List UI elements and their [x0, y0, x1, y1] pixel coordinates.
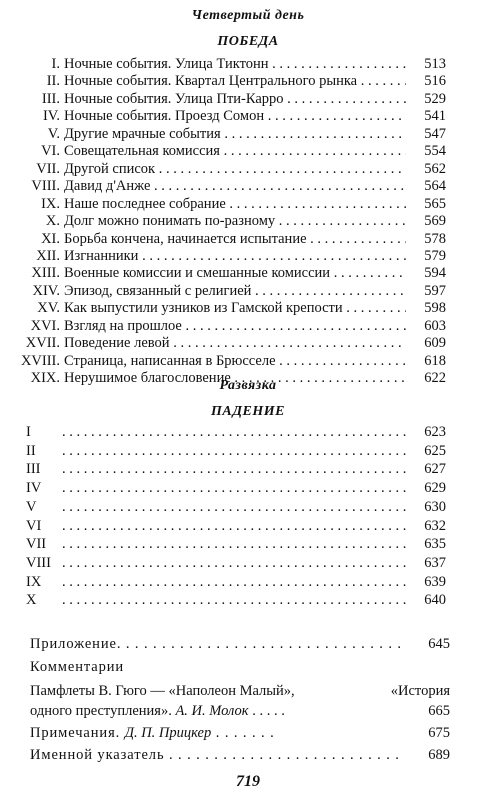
notes-row — [30, 723, 450, 743]
chapter-number: V. — [47, 125, 60, 142]
chapter-page: 541 — [424, 108, 446, 125]
index-title: Именной указатель . . . — [30, 745, 405, 765]
notes-title: Примечания. — [30, 725, 121, 741]
index-row — [30, 745, 450, 765]
chapter-page: 564 — [424, 178, 446, 195]
toc-entry — [0, 498, 496, 516]
leader-dots — [62, 442, 406, 460]
toc-entry — [0, 160, 496, 178]
chapter-title: Ночные события. Улица Пти-Карро . . . — [64, 90, 406, 108]
toc-entry — [0, 317, 496, 335]
chapter-page: 554 — [424, 143, 446, 160]
part1-heading: Четвертый день — [191, 8, 305, 23]
toc-entry — [0, 535, 496, 553]
chapter-page: 594 — [424, 265, 446, 282]
notes-author: Д. П. Прицкер — [124, 725, 212, 741]
chapter-title: Как выпустили узников из Гамской крепости . . . — [64, 299, 406, 317]
chapter-number: VI. — [41, 143, 60, 160]
toc-entry — [0, 517, 496, 535]
toc-entry — [0, 107, 496, 125]
chapter-number: II. — [46, 73, 60, 90]
part2-heading: Развязка — [219, 378, 277, 393]
chapter-number: III. — [41, 90, 60, 107]
toc-entry — [0, 195, 496, 213]
chapter-title: Другой список . . . — [64, 160, 406, 178]
chapter-title: Ночные события. Квартал Центрального рынка . . . — [64, 72, 406, 90]
toc-entry — [0, 230, 496, 248]
toc-entry — [0, 90, 496, 108]
toc-entry — [0, 479, 496, 497]
toc-entry — [0, 177, 496, 195]
toc-entry — [0, 423, 496, 441]
leader-dots — [62, 460, 406, 478]
comments-heading — [30, 657, 450, 677]
toc-entry — [0, 591, 496, 609]
chapter-page: 640 — [424, 592, 446, 609]
chapter-page: 569 — [424, 213, 446, 230]
appendix-page: 645 — [428, 636, 450, 652]
chapter-number: VI — [26, 517, 42, 534]
toc-entry — [0, 299, 496, 317]
leader-dots — [62, 573, 406, 591]
chapter-number: I. — [51, 56, 60, 72]
chapter-title: Эпизод, связанный с религией . . . — [64, 282, 406, 300]
leader-dots — [62, 479, 406, 497]
chapter-number: I — [26, 424, 31, 440]
toc-entry — [0, 212, 496, 230]
pamphlets-author: А. И. Молок — [175, 703, 249, 719]
toc-entry — [0, 554, 496, 572]
notes-page: 675 — [428, 725, 450, 741]
pamphlets-line2-text — [30, 701, 405, 721]
toc-entry — [0, 442, 496, 460]
chapter-page: 625 — [424, 442, 446, 459]
chapter-number: VII — [26, 536, 47, 553]
chapter-page: 637 — [424, 554, 446, 571]
chapter-number: XV. — [37, 300, 60, 317]
toc-entry — [0, 573, 496, 591]
leader-dots — [62, 517, 406, 535]
chapter-title: Изгнанники . . . — [64, 247, 406, 265]
pamphlets-page: 665 — [428, 703, 450, 719]
chapter-title: Долг можно понимать по-разному . . . — [64, 212, 406, 230]
comments-title: Комментарии — [30, 659, 125, 675]
chapter-page: 598 — [424, 300, 446, 317]
toc-entry — [0, 247, 496, 265]
chapter-page: 609 — [424, 335, 446, 352]
chapter-title: Поведение левой . . . — [64, 334, 406, 352]
chapter-page: 562 — [424, 160, 446, 177]
chapter-number: XI. — [41, 230, 60, 247]
chapter-page: 578 — [424, 230, 446, 247]
chapter-number: VIII — [26, 554, 51, 571]
toc-entry — [0, 334, 496, 352]
pamphlets-text-b: «История — [390, 683, 450, 699]
chapter-page: 639 — [424, 573, 446, 590]
chapter-number: II — [26, 442, 36, 459]
toc-entry — [0, 352, 496, 370]
chapter-page: 630 — [424, 498, 446, 515]
chapter-title: Наше последнее собрание . . . — [64, 195, 406, 213]
chapter-number: III — [26, 461, 41, 478]
chapter-page: 623 — [424, 424, 446, 440]
chapter-number: XIV. — [32, 282, 60, 299]
chapter-page: 597 — [424, 282, 446, 299]
index-page: 689 — [428, 747, 450, 763]
chapter-number: XVII. — [25, 335, 60, 352]
appendix-title: Приложение. . . . — [30, 634, 405, 654]
toc-entry — [0, 72, 496, 90]
chapter-number: XIX. — [30, 370, 60, 387]
toc-entry — [0, 142, 496, 160]
chapter-number: IV — [26, 480, 42, 497]
leader-dots — [62, 535, 406, 553]
chapter-title: Совещательная комиссия . . . — [64, 142, 406, 160]
chapter-number: X. — [45, 213, 60, 230]
chapter-title: Давид д'Анже . . . — [64, 177, 406, 195]
chapter-number: VIII. — [31, 178, 60, 195]
chapter-number: XIII. — [31, 265, 60, 282]
chapter-number: IX — [26, 573, 42, 590]
toc-entry — [0, 282, 496, 300]
page-number: 719 — [236, 773, 260, 790]
toc-entry — [0, 55, 496, 73]
part2-subheading: ПАДЕНИЕ — [211, 404, 285, 419]
chapter-title: Ночные события. Проезд Сомон . . . — [64, 107, 406, 125]
notes-text — [30, 723, 405, 743]
toc-entry — [0, 460, 496, 478]
chapter-page: 516 — [424, 73, 446, 90]
chapter-number: XII. — [36, 247, 60, 264]
chapter-title: Военные комиссии и смешанные комиссии . . . — [64, 264, 406, 282]
pamphlets-text-a: Памфлеты В. Гюго — «Наполеон Малый», — [30, 683, 295, 699]
chapter-number: V — [26, 498, 37, 515]
chapter-page: 618 — [424, 352, 446, 369]
leader-dots — [62, 554, 406, 572]
chapter-number: XVI. — [30, 317, 60, 334]
leader-dots — [62, 423, 406, 441]
chapter-title: Взгляд на прошлое . . . — [64, 317, 406, 335]
appendix-row — [30, 634, 450, 654]
leader-dots — [62, 498, 406, 516]
chapter-title: Страница, написанная в Брюсселе . . . — [64, 352, 406, 370]
chapter-page: 547 — [424, 125, 446, 142]
toc-entry — [0, 125, 496, 143]
part1-subheading: ПОБЕДА — [217, 34, 279, 49]
chapter-page: 635 — [424, 536, 446, 553]
pamphlets-line2-title: одного преступления». — [30, 703, 172, 719]
leader-dots — [62, 591, 406, 609]
chapter-page: 603 — [424, 317, 446, 334]
chapter-page: 579 — [424, 247, 446, 264]
chapter-number: XVIII. — [20, 352, 60, 369]
notes-dots: . . . . . . . — [215, 725, 275, 741]
chapter-page: 513 — [424, 56, 446, 72]
toc-entry — [0, 264, 496, 282]
pamphlets-line2 — [30, 701, 450, 721]
chapter-number: IV. — [42, 108, 60, 125]
chapter-number: IX. — [41, 195, 60, 212]
pamphlets-line1 — [30, 681, 450, 701]
chapter-title: Борьба кончена, начинается испытание . . . — [64, 230, 406, 248]
chapter-page: 632 — [424, 517, 446, 534]
chapter-page: 627 — [424, 461, 446, 478]
chapter-title: Нерушимое благословение . . . — [64, 369, 406, 387]
pamphlets-dots: . . . . . — [252, 703, 285, 719]
chapter-page: 622 — [424, 370, 446, 387]
chapter-number: VII. — [36, 160, 60, 177]
chapter-number: X — [26, 592, 37, 609]
chapter-page: 529 — [424, 90, 446, 107]
chapter-page: 565 — [424, 195, 446, 212]
chapter-title: Ночные события. Улица Тиктонн . . . — [64, 55, 406, 73]
chapter-title: Другие мрачные события . . . — [64, 125, 406, 143]
chapter-page: 629 — [424, 480, 446, 497]
